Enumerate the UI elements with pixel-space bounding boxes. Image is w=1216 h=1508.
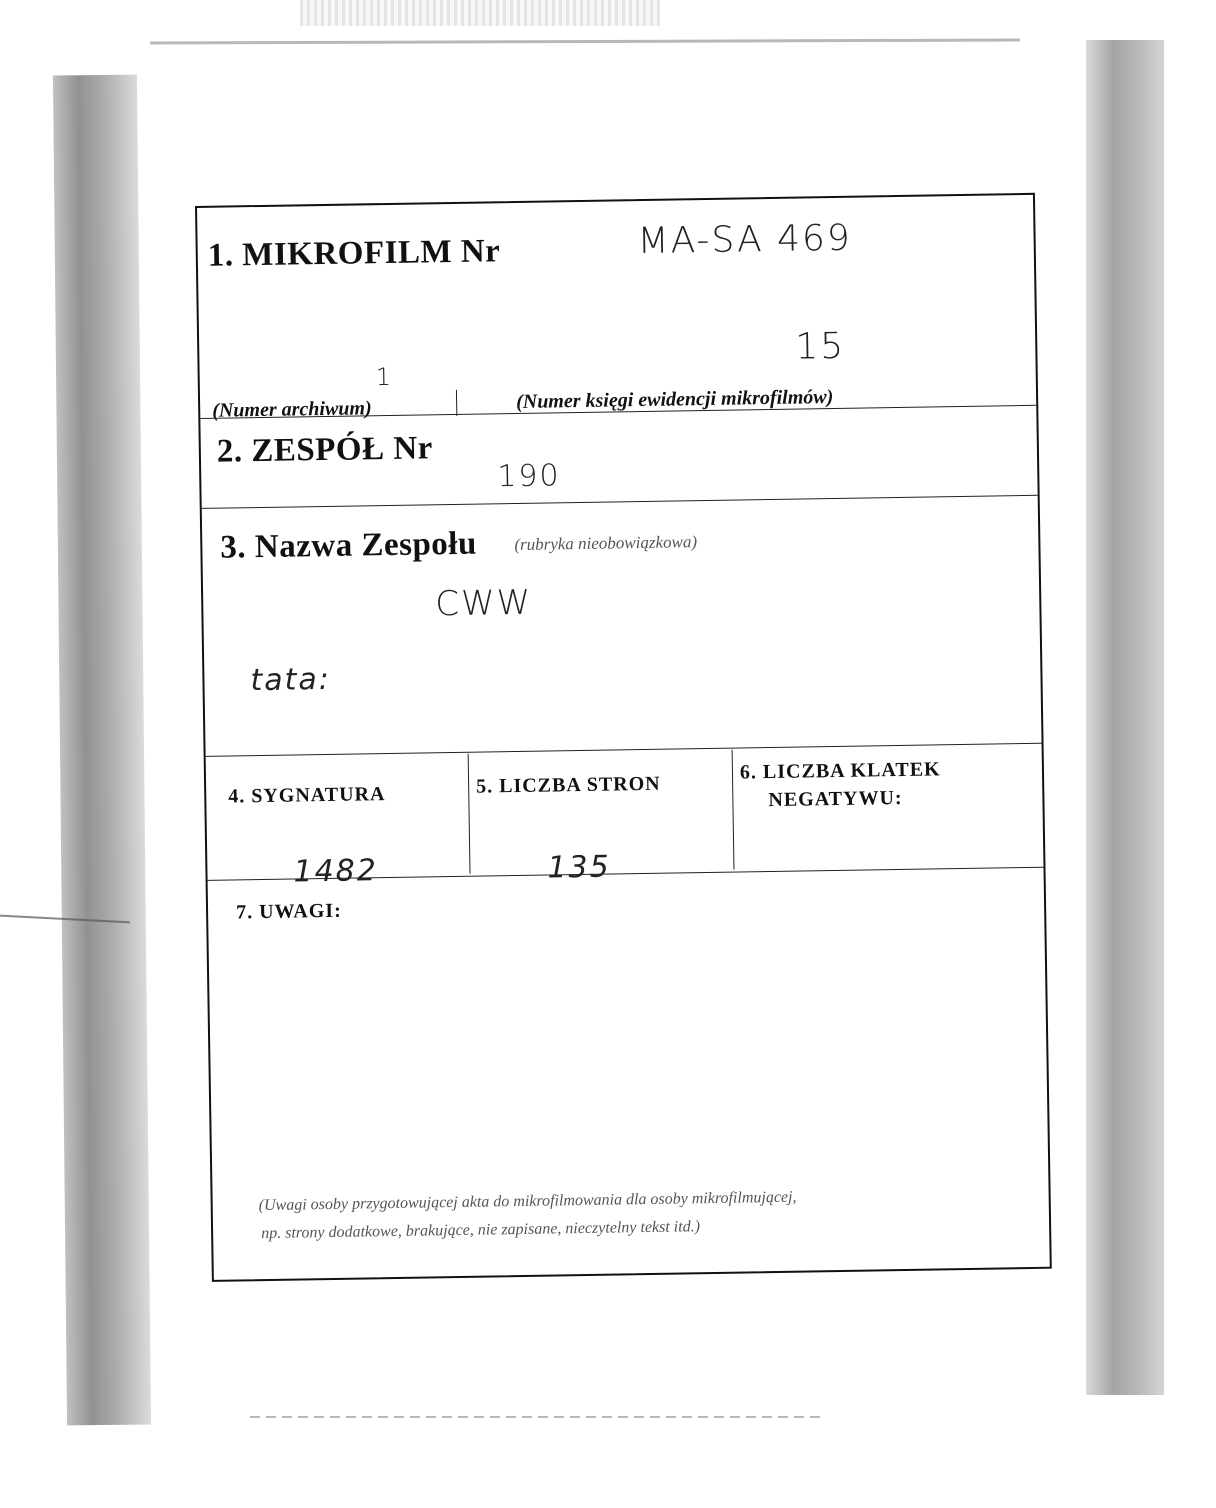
section-mikrofilm <box>197 195 1036 422</box>
mikrofilm-title: 1. MIKROFILM Nr <box>207 233 501 274</box>
uwagi-title: 7. UWAGI: <box>235 899 342 924</box>
divider-col-4-5 <box>468 754 471 874</box>
uwagi-footnote-line2: np. strony dodatkowe, brakujące, nie zapisane, nieczytelny tekst itd.) <box>261 1218 701 1243</box>
liczba-klatek-title: 6. LICZBA KLATEK <box>739 758 941 784</box>
nazwa-zespolu-optional-note: (rubryka nieobowiązkowa) <box>514 532 698 555</box>
scan-bottom-line <box>250 1416 820 1418</box>
scan-left-edge <box>53 75 151 1426</box>
divider-2 <box>202 495 1038 509</box>
sygnatura-handwritten: 1482 <box>293 853 379 890</box>
zespol-name-handwritten: CWW <box>434 582 533 625</box>
microfilm-card <box>195 193 1052 1282</box>
ledger-number-handwritten: 15 <box>794 325 846 368</box>
divider-3 <box>206 743 1042 757</box>
scan-right-edge <box>1086 40 1164 1395</box>
archive-divider <box>456 390 457 416</box>
archive-number-handwritten: 1 <box>375 362 394 392</box>
mikrofilm-number-handwritten: MA-SA 469 <box>637 217 853 263</box>
liczba-stron-title: 5. LICZBA STRON <box>475 772 661 798</box>
tata-handwritten: tata: <box>250 661 332 699</box>
zespol-title: 2. ZESPÓŁ Nr <box>216 430 434 470</box>
nazwa-zespolu-title: 3. Nazwa Zespołu <box>220 525 478 566</box>
divider-col-5-6 <box>732 750 735 870</box>
scan-top-noise <box>300 0 660 26</box>
liczba-stron-handwritten: 135 <box>547 849 611 886</box>
uwagi-footnote-line1: (Uwagi osoby przygotowującej akta do mikrofilmowania dla osoby mikrofilmującej, <box>258 1188 797 1215</box>
zespol-number-handwritten: 190 <box>497 458 561 495</box>
liczba-klatek-title-line2: NEGATYWU: <box>768 786 903 812</box>
sygnatura-title: 4. SYGNATURA <box>228 783 386 808</box>
scan-top-line <box>150 38 1020 44</box>
archive-number-label: (Numer archiwum) <box>212 397 372 422</box>
ledger-number-label: (Numer księgi ewidencji mikrofilmów) <box>515 385 834 413</box>
